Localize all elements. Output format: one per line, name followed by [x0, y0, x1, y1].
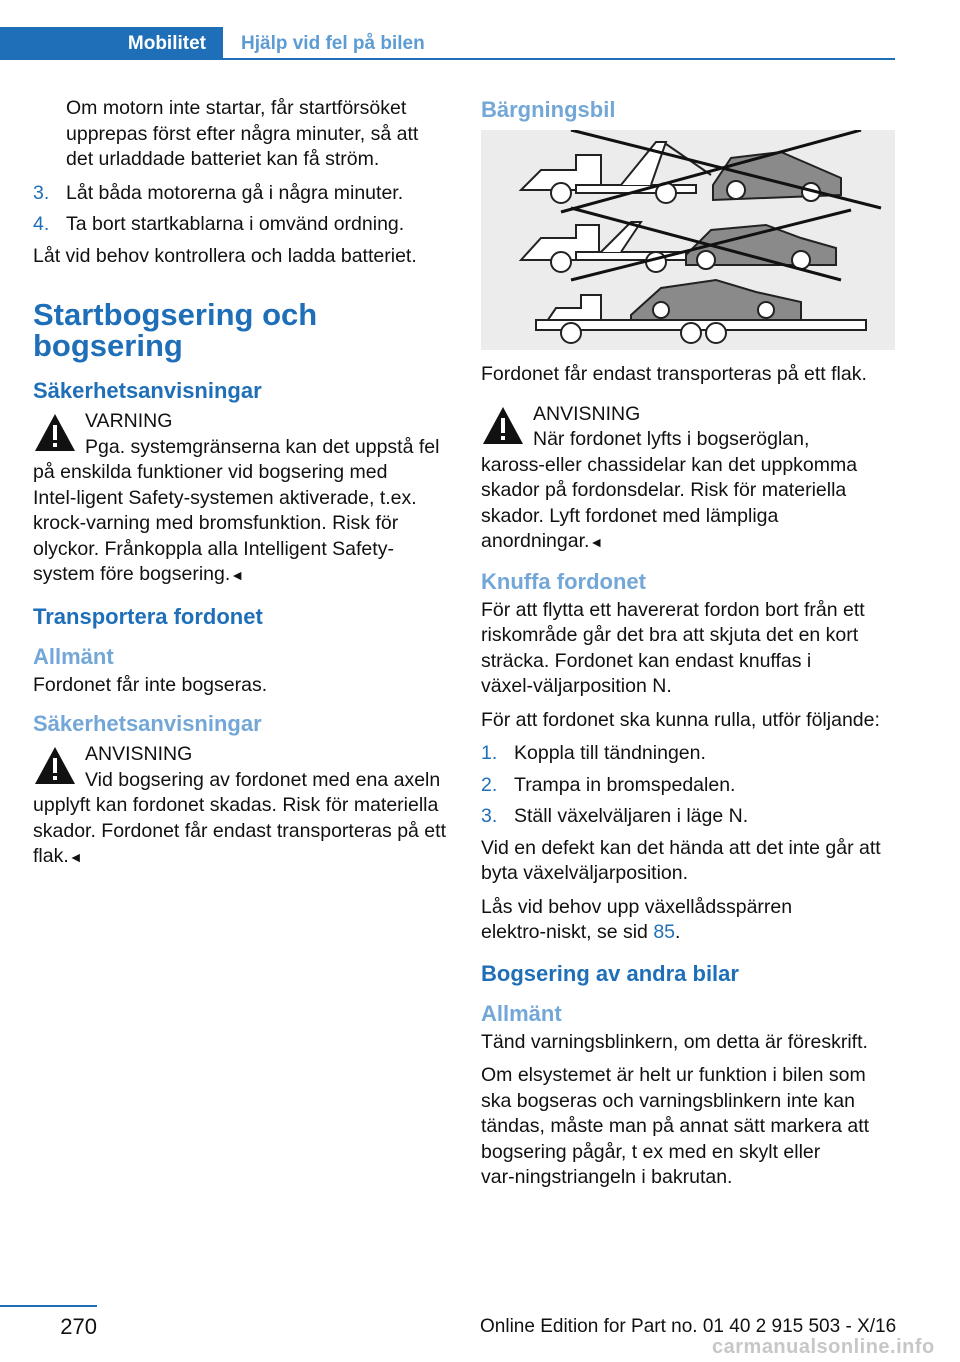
section-tabs: [0, 27, 895, 60]
notice-title: ANVISNING: [533, 402, 641, 425]
notice-text: När fordonet lyfts i bogseröglan, kaross‑eller chassidelar kan det uppkomma skador på fordonsdelar. Risk för materiella skador. Lyft fordonet med lämpliga anordningar.: [481, 428, 858, 552]
page-number: 270: [60, 1314, 97, 1339]
notice-block: [33, 742, 449, 871]
unlock-text: [481, 895, 897, 946]
warning-triangle-icon: [33, 744, 77, 788]
step-text: Trampa in bromspedalen.: [514, 773, 736, 796]
step-list: [33, 181, 449, 238]
warning-triangle-icon: [33, 411, 77, 455]
push-intro: För att fordonet ska kunna rulla, utför följande:: [481, 708, 880, 731]
tab-mobilitet[interactable]: Mobilitet: [0, 27, 223, 60]
right-column: [481, 96, 897, 1199]
battery-text: Låt vid behov kontrollera och ladda batteriet.: [33, 244, 417, 267]
tab-underline: [223, 58, 895, 60]
step-text: Ställ växelväljaren i läge N.: [514, 805, 749, 827]
general-heading: Allmänt: [33, 643, 114, 669]
push-text: För att flytta ett havererat fordon bort från ett riskområde går det bra att skjuta det en kort sträcka. Fordonet kan endast knuffas i växel‑väljarposition N.: [481, 598, 865, 697]
notice-text: Vid bogsering av fordonet med ena axeln upplyft kan fordonet skadas. Risk för materiella skador. Fordonet får endast transporteras på ett flak.: [33, 768, 446, 867]
safety-heading: Säkerhetsanvisningar: [33, 378, 262, 403]
tab-section-title[interactable]: Hjälp vid fel på bilen: [241, 32, 425, 54]
step-number: 2.: [481, 773, 498, 796]
tow-truck-heading: Bärgningsbil: [481, 97, 616, 122]
edition-text: Online Edition for Part no. 01 40 2 915 503 - X/16: [480, 1316, 897, 1337]
end-mark: ◄: [589, 534, 604, 550]
defect-text: Vid en defekt kan det hända att det inte går att byta växelväljarposition.: [481, 836, 881, 884]
step-text: Låt båda motorerna gå i några minuter.: [66, 181, 404, 204]
list-item: [33, 212, 449, 238]
left-column: [33, 96, 449, 879]
step-number: 3.: [33, 181, 50, 204]
end-mark: ◄: [68, 849, 83, 865]
footer-line: [0, 1305, 97, 1307]
list-item: [33, 181, 449, 207]
transport-heading: Transportera fordonet: [33, 603, 263, 629]
list-item: [481, 773, 897, 799]
warning-block: [33, 409, 449, 589]
step-text: Ta bort startkablarna i omvänd ordning.: [66, 213, 405, 235]
step-number: 4.: [33, 213, 50, 235]
warning-text: Pga. systemgränserna kan det uppstå fel på enskilda funktioner vid bogsering med Intel‑ligent Safety-systemen aktiverade, t.ex. krock‑varning med bromsfunktion. Risk för olyckor. Frånkoppla alla Intelligent Safety-system före bogsering.: [33, 435, 440, 585]
intro-text: Om motorn inte startar, får startförsöket upprepas först efter några minuter, så att det urladdade batteriet kan få ström.: [66, 97, 419, 170]
hazard-text: Tänd varningsblinkern, om detta är föreskrift.: [481, 1030, 868, 1053]
end-mark: ◄: [230, 567, 245, 583]
general-text: Fordonet får inte bogseras.: [33, 673, 268, 696]
list-item: [481, 804, 897, 830]
notice-block: [481, 402, 897, 556]
watermark: carmanualsonline.info: [712, 1336, 935, 1358]
step-number: 3.: [481, 805, 498, 827]
other-cars-heading: Bogsering av andra bilar: [481, 960, 739, 986]
warning-triangle-icon: [481, 404, 525, 448]
list-item: [481, 741, 897, 767]
push-step-list: [481, 741, 897, 830]
electrical-failure-text: Om elsystemet är helt ur funktion i bilen som ska bogseras och varningsblinkern inte kan tändas, måste man på annat sätt markera att bogsering pågår, t ex med en skylt eller var‑ningstriangeln i bakrutan.: [481, 1064, 870, 1188]
unlock-text-end: .: [675, 921, 681, 943]
step-text: Koppla till tändningen.: [514, 742, 706, 764]
tow-truck-drawing: [481, 130, 895, 350]
warning-title: VARNING: [85, 410, 173, 432]
safety-subheading: Säkerhetsanvisningar: [33, 711, 262, 736]
chapter-heading: Startbogsering och bogsering: [33, 297, 318, 363]
figure-caption: Fordonet får endast transporteras på ett flak.: [481, 363, 867, 385]
page-reference-link[interactable]: 85: [653, 921, 676, 943]
step-number: 1.: [481, 742, 498, 764]
push-heading: Knuffa fordonet: [481, 568, 646, 594]
notice-title: ANVISNING: [85, 743, 193, 765]
unlock-text-start: Lås vid behov upp växellådsspärren elektro‑niskt, se sid: [481, 895, 793, 943]
general-heading: Allmänt: [481, 1000, 562, 1026]
towing-illustration: [481, 130, 895, 350]
